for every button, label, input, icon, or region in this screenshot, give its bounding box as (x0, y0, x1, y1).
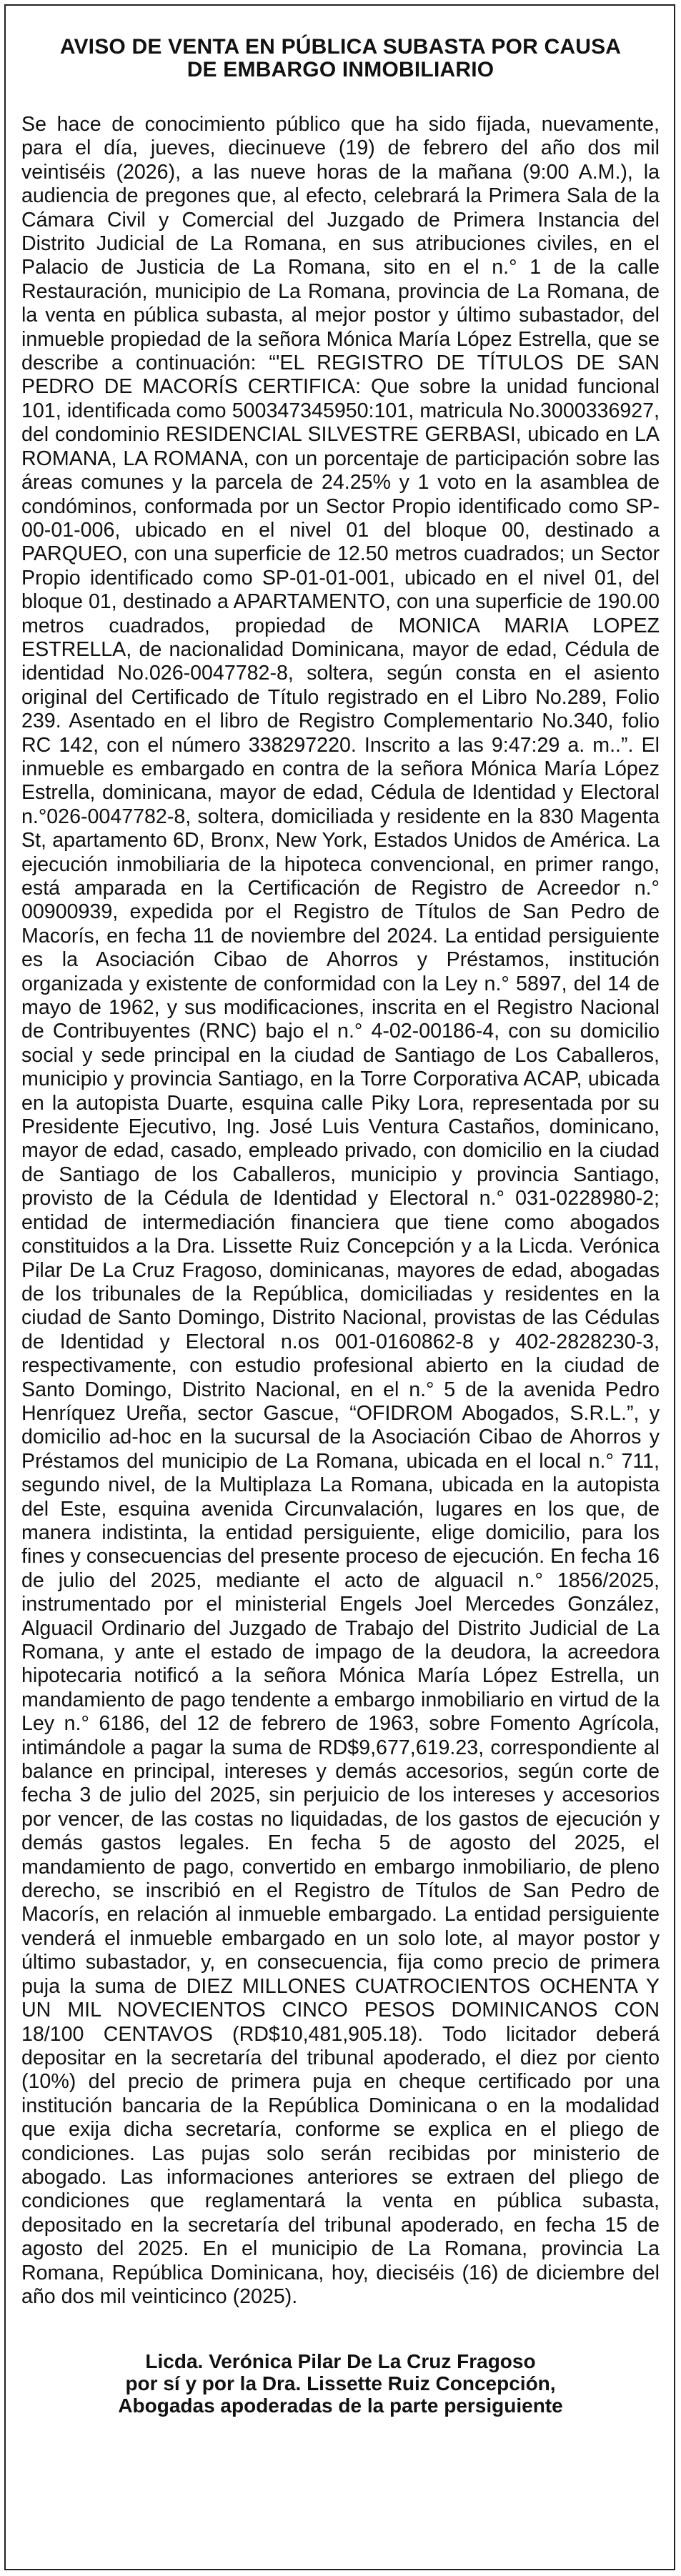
notice-title: AVISO DE VENTA EN PÚBLICA SUBASTA POR CAUSA DE EMBARGO INMOBILIARIO (59, 35, 622, 81)
legal-notice (21, 36, 660, 2417)
signature-on-behalf: por sí y por la Dra. Lissette Ruiz Concepción, (125, 2372, 556, 2395)
signature-block (21, 2350, 660, 2417)
signature-role: Abogadas apoderadas de la parte persiguiente (118, 2395, 563, 2417)
signature-name: Licda. Verónica Pilar De La Cruz Fragoso (145, 2350, 536, 2373)
notice-body: Se hace de conocimiento público que ha sido fijada, nuevamente, para el día, jueves, diecinueve (19) de febrero del año dos mil veintiséis (2026), a las nueve horas de la mañana (9:00 A.M.), la audiencia de pregones que, al efecto, celebrará la Primera Sala de la Cámara Civil y Comercial del Juzgado de Primera Instancia del Distrito Judicial de La Romana, en sus atribuciones civiles, en el Palacio de Justicia de La Romana, sito en el n.° 1 de la calle Restauración, municipio de La Romana, provincia de La Romana, de la venta en pública subasta, al mejor postor y último subastador, del inmueble propiedad de la señora Mónica María López Estrella, que se describe a continuación: “'EL REGISTRO DE TÍTULOS DE SAN PEDRO DE MACORÍS CERTIFICA: Que sobre la unidad funcional 101, identificada como 500347345950:101, matricula No.3000336927, del condominio RESIDENCIAL SILVESTRE GERBASI, ubicado en LA ROMANA, LA ROMANA, con un porcentaje de participación sobre las áreas comunes y la parcela de 24.25% y 1 voto en la asamblea de condóminos, conformada por un Sector Propio identificado como SP-00-01-006, ubicado en el nivel 01 del bloque 00, destinado a PARQUEO, con una superficie de 12.50 metros cuadrados; un Sector Propio identificado como SP-01-01-001, ubicado en el nivel 01, del bloque 01, destinado a APARTAMENTO, con una superficie de 190.00 metros cuadrados, propiedad de MONICA MARIA LOPEZ ESTRELLA, de nacionalidad Dominicana, mayor de edad, Cédula de identidad No.026-0047782-8, soltera, según consta en el asiento original del Certificado de Título registrado en el Libro No.289, Folio 239. Asentado en el libro de Registro Complementario No.340, folio RC 142, con el número 338297220. Inscrito a las 9:47:29 a. m..”. El inmueble es embargado en contra de la señora Mónica María López Estrella, dominicana, mayor de edad, Cédula de Identidad y Electoral n.°026-0047782-8, soltera, domiciliada y residente en la 830 Magenta St, apartamento 6D, Bronx, New York, Estados Unidos de América. La ejecución inmobiliaria de la hipoteca convencional, en primer rango, está amparada en la Certificación de Registro de Acreedor n.° 00900939, expedida por el Registro de Títulos de San Pedro de Macorís, en fecha 11 de noviembre del 2024. La entidad persiguiente es la Asociación Cibao de Ahorros y Préstamos, institución organizada y existente de conformidad con la Ley n.° 5897, del 14 de mayo de 1962, y sus modificaciones, inscrita en el Registro Nacional de Contribuyentes (RNC) bajo el n.° 4-02-00186-4, con su domicilio social y sede principal en la ciudad de Santiago de Los Caballeros, municipio y provincia Santiago, en la Torre Corporativa ACAP, ubicada en la autopista Duarte, esquina calle Piky Lora, representada por su Presidente Ejecutivo, Ing. José Luis Ventura Castaños, dominicano, mayor de edad, casado, empleado privado, con domicilio en la ciudad de Santiago de los Caballeros, municipio y provincia Santiago, provisto de la Cédula de Identidad y Electoral n.° 031-0228980-2; entidad de intermediación financiera que tiene como abogados constituidos a la Dra. Lissette Ruiz Concepción y a la Licda. Verónica Pilar De La Cruz Fragoso, dominicanas, mayores de edad, abogadas de los tribunales de la República, domiciliadas y residentes en la ciudad de Santo Domingo, Distrito Nacional, provistas de las Cédulas de Identidad y Electoral n.os 001-0160862-8 y 402-2828230-3, respectivamente, con estudio profesional abierto en la ciudad de Santo Domingo, Distrito Nacional, en el n.° 5 de la avenida Pedro Henríquez Ureña, sector Gascue, “OFIDROM Abogados, S.R.L.”, y domicilio ad-hoc en la sucursal de la Asociación Cibao de Ahorros y Préstamos del municipio de La Romana, ubicada en el local n.° 711, segundo nivel, de la Multiplaza La Romana, ubicada en la autopista del Este, esquina avenida Circunvalación, lugares en los que, de manera indistinta, la entidad persiguiente, elige domicilio, para los fines y consecuencias del presente proceso de ejecución. En fecha 16 de julio del 2025, mediante el acto de alguacil n.° 1856/2025, instrumentado por el ministerial Engels Joel Mercedes González, Alguacil Ordinario del Juzgado de Trabajo del Distrito Judicial de La Romana, y ante el estado de impago de la deudora, la acreedora hipotecaria notificó a la señora Mónica María López Estrella, un mandamiento de pago tendente a embargo inmobiliario en virtud de la Ley n.° 6186, del 12 de febrero de 1963, sobre Fomento Agrícola, intimándole a pagar la suma de RD$9,677,619.23, correspondiente al balance en principal, intereses y demás accesorios, según corte de fecha 3 de julio del 2025, sin perjuicio de los intereses y accesorios por vencer, de las costas no liquidadas, de los gastos de ejecución y demás gastos legales. En fecha 5 de agosto del 2025, el mandamiento de pago, convertido en embargo inmobiliario, de pleno derecho, se inscribió en el Registro de Títulos de San Pedro de Macorís, en relación al inmueble embargado. La entidad persiguiente venderá el inmueble embargado en un solo lote, al mayor postor y último subastador, y, en consecuencia, fija como precio de primera puja la suma de DIEZ MILLONES CUATROCIENTOS OCHENTA Y UN MIL NOVECIENTOS CINCO PESOS DOMINICANOS CON 18/100 CENTAVOS (RD$10,481,905.18). Todo licitador deberá depositar en la secretaría del tribunal apoderado, el diez por ciento (10%) del precio de primera puja en cheque certificado por una institución bancaria de la República Dominicana o en la modalidad que exija dicha secretaría, conforme se explica en el pliego de condiciones. Las pujas solo serán recibidas por ministerio de abogado. Las informaciones anteriores se extraen del pliego de condiciones que reglamentará la venta en pública subasta, depositado en la secretaría del tribunal apoderado, en fecha 15 de agosto del 2025. En el municipio de La Romana, provincia La Romana, República Dominicana, hoy, dieciséis (16) de diciembre del año dos mil veinticinco (2025). (21, 113, 660, 2308)
